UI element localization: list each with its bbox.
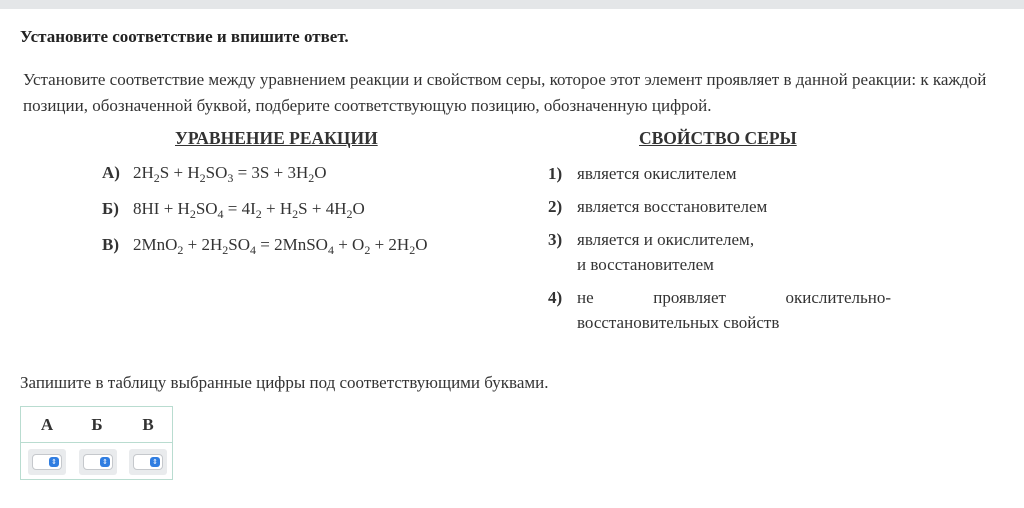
- formula-text: 8HI + H: [133, 199, 190, 218]
- task-heading: Установите соответствие и впишите ответ.: [20, 27, 349, 46]
- formula-text: SO: [195, 199, 218, 218]
- property-number: 1): [548, 164, 563, 183]
- formula-subscript: 4: [250, 243, 257, 257]
- right-column-header: СВОЙСТВО СЕРЫ: [639, 128, 797, 148]
- formula-text: = 4I: [223, 199, 256, 218]
- formula-subscript: 4: [217, 207, 224, 221]
- formula-text: + O: [333, 235, 365, 254]
- answer-select-b[interactable]: [83, 454, 113, 470]
- answer-table-divider: [21, 442, 172, 443]
- answer-instruction: Запишите в таблицу выбранные цифры под соответствующими буквами.: [20, 373, 549, 392]
- equation-formula: [133, 235, 428, 257]
- select-chevron-icon: ⇕: [150, 457, 160, 467]
- formula-text: S + 4H: [298, 199, 347, 218]
- property-text: является и окислителем,: [577, 230, 755, 249]
- formula-subscript: 2: [189, 207, 196, 221]
- property-text: [577, 285, 891, 310]
- formula-text: 2H: [133, 163, 154, 182]
- equation-label: А): [102, 163, 120, 182]
- answer-header-a: А: [40, 415, 54, 434]
- property-text-line2: восстановительных свойств: [577, 313, 780, 332]
- property-word: не: [577, 288, 594, 307]
- answer-select-v[interactable]: [133, 454, 163, 470]
- equation-row-a: [102, 163, 327, 183]
- task-intro: Установите соответствие между уравнением реакции и свойством серы, которое этот элемент проявляет в данной реакции: к каждой позиции, обозначенной буквой, подберите соответствующую позицию, обозначенную цифрой.: [23, 70, 987, 115]
- answer-header-v: В: [142, 415, 154, 434]
- formula-subscript: 2: [199, 171, 206, 185]
- property-text: является окислителем: [577, 164, 737, 183]
- formula-subscript: 2: [153, 171, 160, 185]
- left-column-header: УРАВНЕНИЕ РЕАКЦИИ: [175, 128, 378, 148]
- formula-subscript: 2: [177, 243, 184, 257]
- select-chevron-icon: ⇕: [100, 457, 110, 467]
- formula-text: = 2MnSO: [256, 235, 328, 254]
- formula-text: O: [415, 235, 428, 254]
- formula-text: SO: [228, 235, 251, 254]
- answer-header-b: Б: [91, 415, 103, 434]
- answer-cell-b: [79, 449, 117, 475]
- property-number: 3): [548, 230, 563, 249]
- formula-subscript: 2: [364, 243, 371, 257]
- property-number: 4): [548, 288, 563, 307]
- formula-text: = 3S + 3H: [233, 163, 309, 182]
- formula-subscript: 2: [346, 207, 353, 221]
- formula-subscript: 4: [327, 243, 334, 257]
- property-text-line2: и восстановителем: [577, 255, 714, 274]
- answer-select-a[interactable]: [32, 454, 62, 470]
- top-bar: [0, 0, 1024, 9]
- equation-label: В): [102, 235, 119, 254]
- formula-text: 2MnO: [133, 235, 178, 254]
- select-chevron-icon: ⇕: [49, 457, 59, 467]
- formula-subscript: 2: [308, 171, 315, 185]
- formula-subscript: 2: [292, 207, 299, 221]
- formula-text: + 2H: [370, 235, 410, 254]
- equation-row-b: [102, 199, 365, 219]
- answer-table: [20, 406, 173, 480]
- equation-formula: [133, 163, 327, 185]
- property-word: окислительно-: [785, 288, 891, 307]
- property-text: является восстановителем: [577, 197, 768, 216]
- property-word: проявляет: [653, 288, 726, 307]
- equation-formula: [133, 199, 365, 221]
- formula-text: + 2H: [183, 235, 223, 254]
- formula-subscript: 2: [409, 243, 416, 257]
- equation-label: Б): [102, 199, 119, 218]
- answer-cell-v: [129, 449, 167, 475]
- equation-row-c: [102, 235, 427, 255]
- formula-text: SO: [205, 163, 228, 182]
- formula-subscript: 3: [227, 171, 234, 185]
- formula-text: O: [352, 199, 365, 218]
- formula-subscript: 2: [255, 207, 262, 221]
- answer-cell-a: [28, 449, 66, 475]
- property-number: 2): [548, 197, 563, 216]
- formula-text: + H: [261, 199, 293, 218]
- formula-subscript: 2: [222, 243, 229, 257]
- formula-text: O: [314, 163, 327, 182]
- formula-text: S + H: [159, 163, 200, 182]
